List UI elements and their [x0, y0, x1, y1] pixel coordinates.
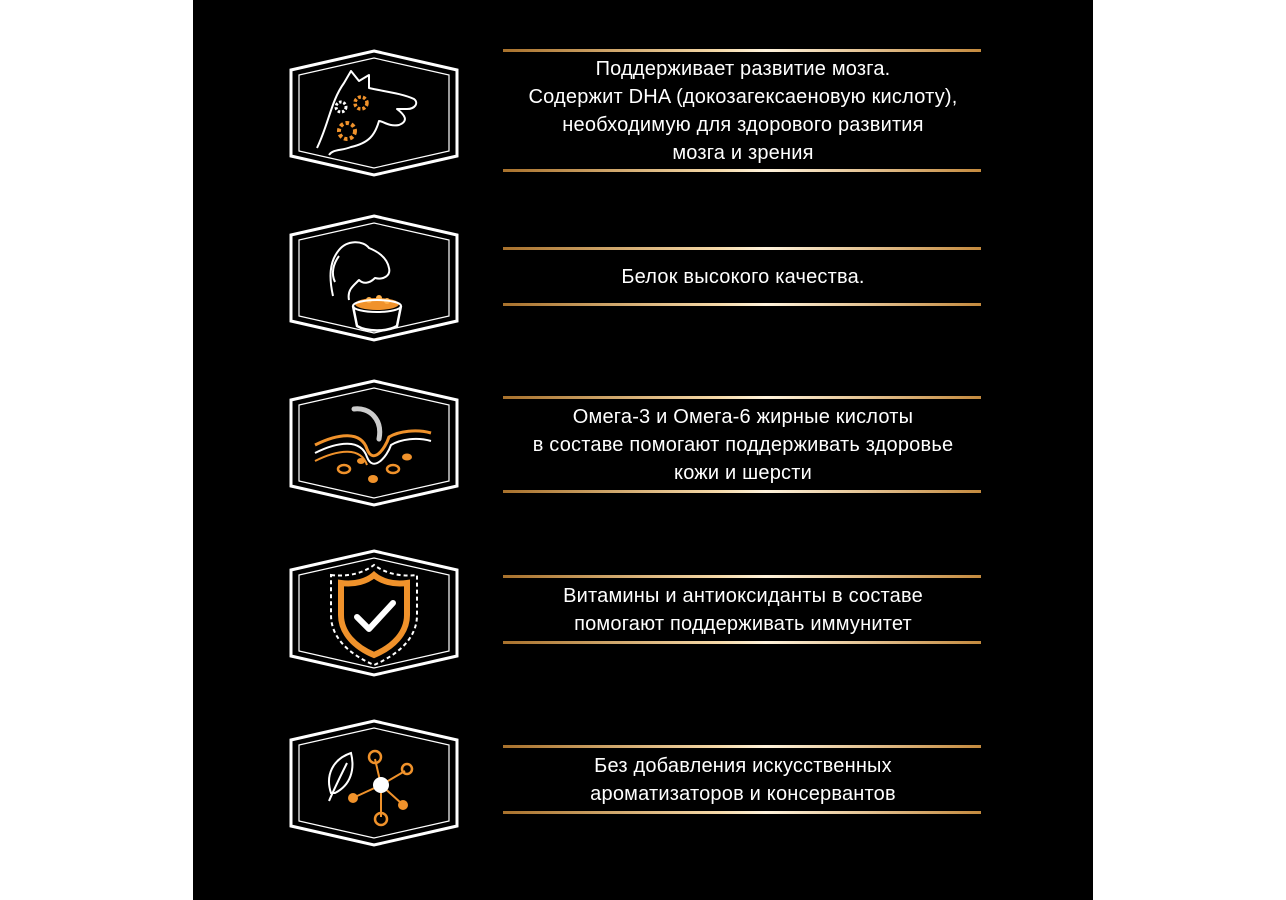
rule-bottom	[503, 811, 981, 814]
feature-text-block	[493, 578, 993, 641]
rule-bottom	[503, 490, 981, 493]
feature-text: Омега-3 и Омега-6 жирные кислоты в составе помогают поддерживать здоровье кожи и шерсти	[532, 405, 954, 484]
immunity-shield-check-icon	[289, 543, 459, 683]
feature-omega	[193, 370, 1093, 515]
feature-natural	[193, 710, 1093, 855]
feature-immunity	[193, 540, 1093, 685]
feature-text: Поддерживает развитие мозга. Содержит DHA (докозагексаеновую кислоту), необходимую для здорового развития мозга и зрения	[528, 57, 958, 164]
feature-text: Без добавления искусственных ароматизаторов и консервантов	[590, 754, 896, 805]
skin-hair-omega-icon	[289, 373, 459, 513]
feature-protein	[193, 205, 1093, 350]
feature-text-block	[493, 748, 993, 811]
feature-panel	[193, 0, 1093, 900]
leaf-molecule-icon	[289, 713, 459, 853]
feature-text-block	[493, 52, 993, 169]
feature-text: Витамины и антиоксиданты в составе помогают поддерживать иммунитет	[563, 584, 923, 635]
dog-brain-gears-icon	[289, 43, 459, 183]
puppy-food-bowl-icon	[289, 208, 459, 348]
feature-text-block	[493, 399, 993, 490]
feature-text: Белок высокого качества.	[621, 265, 865, 288]
rule-bottom	[503, 169, 981, 172]
feature-text-block	[493, 250, 993, 303]
rule-bottom	[503, 641, 981, 644]
rule-bottom	[503, 303, 981, 306]
feature-brain	[193, 40, 1093, 185]
